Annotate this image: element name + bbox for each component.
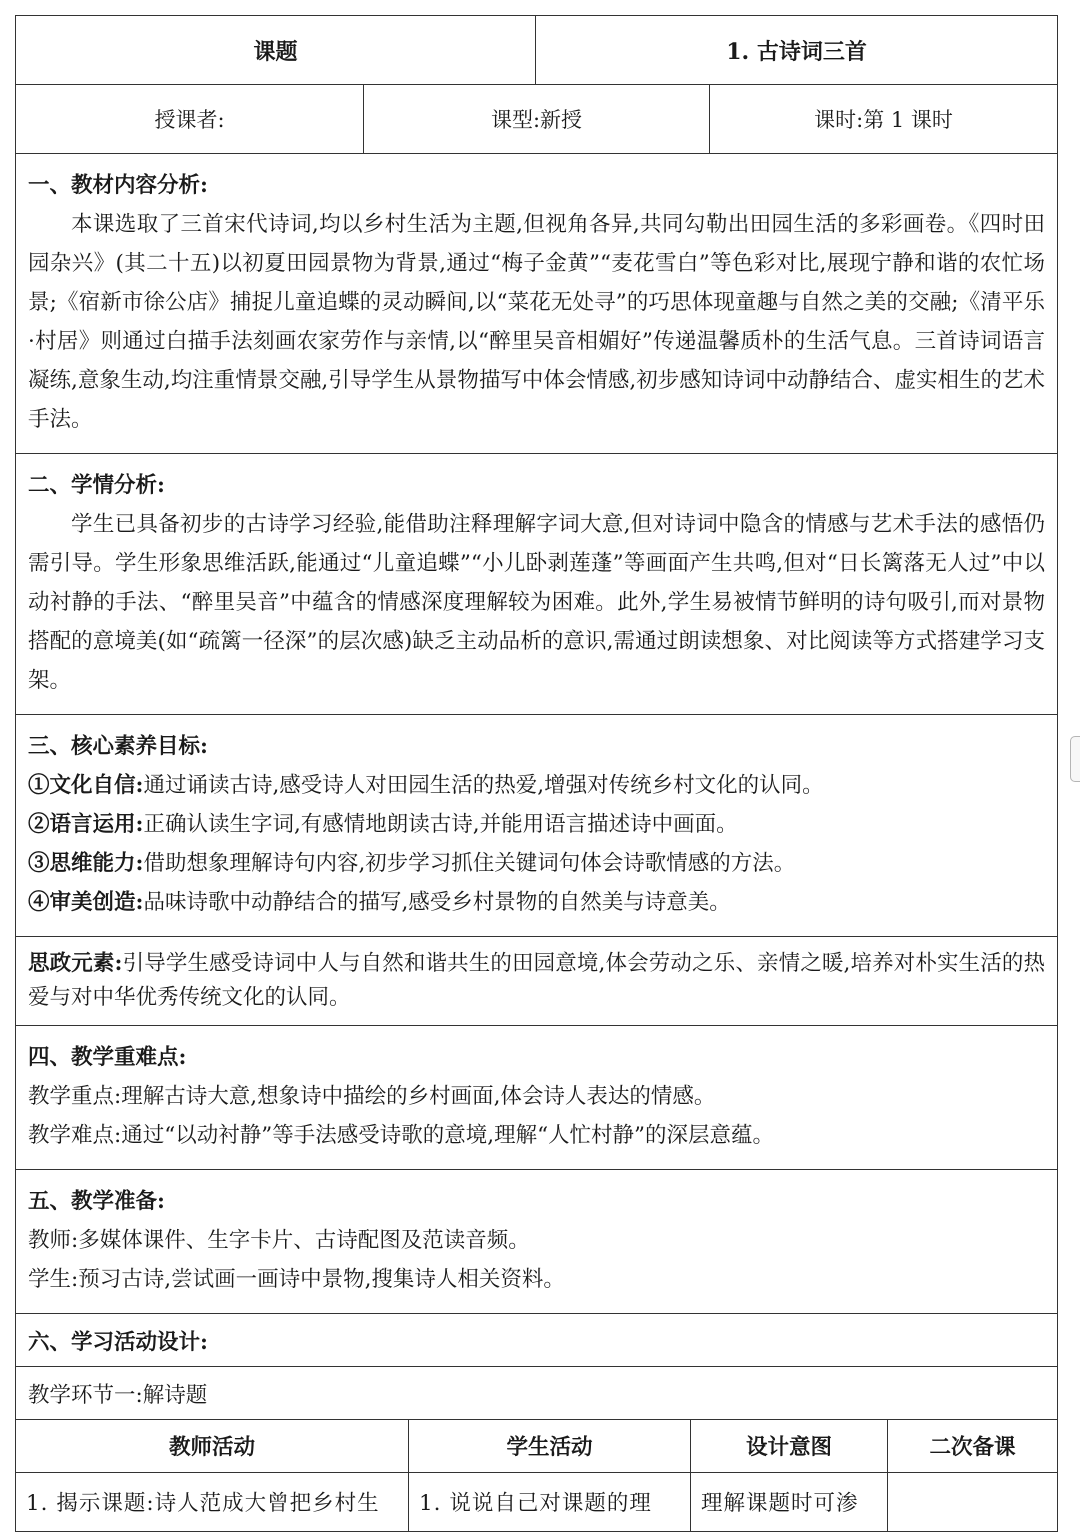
preparation-title: 五、教学准备: [28,1189,165,1214]
goal-label: ②语言运用: [28,812,144,837]
ideology-paragraph [28,947,1045,1015]
column-header-intent: 设计意图 [691,1419,888,1472]
goal-item [28,766,1045,805]
goal-label: ①文化自信: [28,773,144,798]
material-analysis-section [16,154,1058,454]
activity-table [15,1419,1058,1532]
ideology-text: 引导学生感受诗词中人与自然和谐共生的田园意境,体会劳动之乐、亲情之暖,培养对朴实生活的热爱与对中华优秀传统文化的认同。 [28,951,1046,1010]
teaching-stage-label: 教学环节一:解诗题 [16,1367,1058,1420]
side-panel-handle[interactable] [1070,736,1080,782]
design-intent-cell: 理解课题时可渗 [691,1472,888,1531]
activity-design-title: 六、学习活动设计: [16,1314,1058,1367]
student-analysis-body: 学生已具备初步的古诗学习经验,能借助注释理解字词大意,但对诗词中隐含的情感与艺术手法的感悟仍需引导。学生形象思维活跃,能通过“儿童追蝶”“小儿卧剥莲蓬”等画面产生共鸣,但对“日长篱落无人过”中以动衬静的手法、“醉里吴音”中蕴含的情感深度理解较为困难。此外,学生易被情节鲜明的诗句吸引,而对景物搭配的意境美(如“疏篱一径深”的层次感)缺乏主动品析的意识,需通过朗读想象、对比阅读等方式搭建学习支架。 [28,512,1046,693]
material-analysis-title: 一、教材内容分析: [28,173,208,198]
revision-cell [888,1472,1058,1531]
teacher-label: 授课者: [16,85,364,154]
student-analysis-section [16,454,1058,715]
topic-label: 课题 [16,16,536,85]
goal-text: 正确认读生字词,有感情地朗读古诗,并能用语言描述诗中画面。 [143,812,738,837]
key-points-section [16,1026,1058,1170]
material-analysis-body: 本课选取了三首宋代诗词,均以乡村生活为主题,但视角各异,共同勾勒出田园生活的多彩画卷。《四时田园杂兴》(其二十五)以初夏田园景物为背景,通过“梅子金黄”“麦花雪白”等色彩对比,展现宁静和谐的农忙场景;《宿新市徐公店》捕捉儿童追蝶的灵动瞬间,以“菜花无处寻”的巧思体现童趣与自然之美的交融;《清平乐·村居》则通过白描手法刻画农家劳作与亲情,以“醉里吴音相媚好”传递温馨质朴的生活气息。三首诗词语言凝练,意象生动,均注重情景交融,引导学生从景物描写中体会情感,初步感知诗词中动静结合、虚实相生的艺术手法。 [28,212,1046,432]
goal-item [28,883,1045,922]
preparation-section [16,1170,1058,1314]
lesson-plan-table [15,15,1058,1420]
student-analysis-title: 二、学情分析: [28,473,165,498]
lesson-type: 课型:新授 [364,85,710,154]
teacher-activity-cell: 1. 揭示课题:诗人范成大曾把乡村生 [16,1472,409,1531]
key-focus: 教学重点:理解古诗大意,想象诗中描绘的乡村画面,体会诗人表达的情感。 [28,1084,716,1109]
core-goals-section [16,715,1058,937]
goal-item [28,805,1045,844]
ideology-section [16,937,1058,1026]
column-header-student: 学生活动 [409,1419,691,1472]
lesson-plan-document [15,15,1057,1532]
goal-text: 通过诵读古诗,感受诗人对田园生活的热爱,增强对传统乡村文化的认同。 [143,773,824,798]
student-preparation: 学生:预习古诗,尝试画一画诗中景物,搜集诗人相关资料。 [28,1267,565,1292]
key-difficulty: 教学难点:通过“以动衬静”等手法感受诗歌的意境,理解“人忙村静”的深层意蕴。 [28,1123,775,1148]
goal-label: ④审美创造: [28,890,144,915]
core-goals-title: 三、核心素养目标: [28,734,208,759]
goal-text: 借助想象理解诗句内容,初步学习抓住关键词句体会诗歌情感的方法。 [143,851,796,876]
lesson-time: 课时:第 1 课时 [710,85,1058,154]
topic-value: 1. 古诗词三首 [536,16,1058,85]
table-row [16,1472,1058,1531]
ideology-label: 思政元素: [28,951,123,976]
key-points-title: 四、教学重难点: [28,1045,187,1070]
column-header-revision: 二次备课 [888,1419,1058,1472]
goal-text: 品味诗歌中动静结合的描写,感受乡村景物的自然美与诗意美。 [143,890,731,915]
goal-label: ③思维能力: [28,851,144,876]
student-activity-cell: 1. 说说自己对课题的理 [409,1472,691,1531]
teacher-preparation: 教师:多媒体课件、生字卡片、古诗配图及范读音频。 [28,1228,530,1253]
goal-item [28,844,1045,883]
column-header-teacher: 教师活动 [16,1419,409,1472]
